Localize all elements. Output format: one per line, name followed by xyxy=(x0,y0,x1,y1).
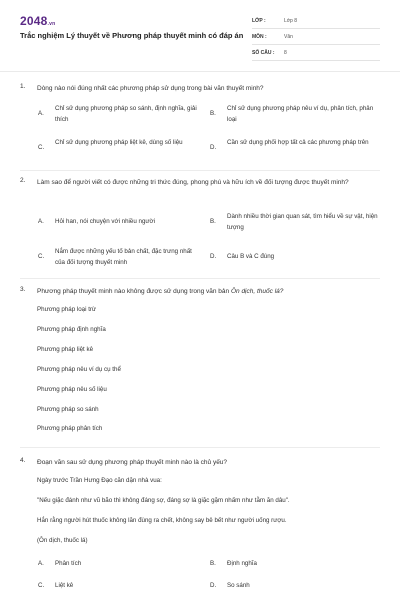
option-c[interactable] xyxy=(38,138,208,160)
meta-key: SỐ CÂU : xyxy=(252,50,275,56)
option-letter: A. xyxy=(38,218,44,225)
page-header xyxy=(0,0,400,70)
meta-row-subject xyxy=(252,31,380,45)
option-letter: B. xyxy=(210,110,216,117)
meta-value: 8 xyxy=(284,50,287,56)
question-4 xyxy=(20,457,382,477)
option-letter: C. xyxy=(38,253,45,260)
page-title: Trắc nghiệm Lý thuyết về Phương pháp thuyết minh có đáp án xyxy=(20,31,244,40)
list-item: Phương pháp so sánh xyxy=(37,406,99,413)
option-d[interactable] xyxy=(210,252,382,264)
logo-main: 2048 xyxy=(20,14,48,28)
option-text: Phân tích xyxy=(55,560,82,567)
passage-line: Hắn rằng người hút thuốc không lăn đùng ra chết, không say bê bết như người uống rượu. xyxy=(37,517,287,524)
option-c[interactable] xyxy=(38,581,198,593)
meta-row-class xyxy=(252,15,380,29)
option-letter: B. xyxy=(210,560,216,567)
question-number: 3. xyxy=(20,286,26,293)
question-text-main: Phương pháp thuyết minh nào không được sử dụng trong văn bản xyxy=(37,288,231,295)
list-item: Phương pháp phân tích xyxy=(37,425,103,432)
header-divider xyxy=(0,71,400,72)
option-c[interactable] xyxy=(38,247,208,269)
meta-table xyxy=(252,15,380,63)
option-b[interactable] xyxy=(210,212,382,234)
option-a[interactable] xyxy=(38,559,198,571)
option-text: Định nghĩa xyxy=(227,560,257,567)
passage-line: Ngày trước Trần Hưng Đạo căn dặn nhà vua: xyxy=(37,477,162,484)
option-b[interactable] xyxy=(210,559,370,571)
question-text: Dòng nào nói đúng nhất các phương pháp sử dụng trong bài văn thuyết minh? xyxy=(37,85,264,92)
option-a[interactable] xyxy=(38,104,208,126)
option-letter: D. xyxy=(210,582,217,589)
list-item: Phương pháp nêu ví dụ cụ thể xyxy=(37,366,121,373)
option-b[interactable] xyxy=(210,104,382,126)
question-number: 2. xyxy=(20,177,26,184)
option-text: Câu B và C đúng xyxy=(227,253,275,260)
list-item: Phương pháp định nghĩa xyxy=(37,326,106,333)
option-text: Cần sử dụng phối hợp tất cả các phương pháp trên xyxy=(227,139,369,146)
question-text-work-title: Ôn dịch, thuốc lá? xyxy=(230,288,284,295)
question-2 xyxy=(20,177,382,277)
question-text: Đoạn văn sau sử dụng phương pháp thuyết minh nào là chủ yếu? xyxy=(37,459,228,466)
option-d[interactable] xyxy=(210,138,382,160)
option-letter: D. xyxy=(210,144,217,151)
option-a[interactable] xyxy=(38,217,208,229)
option-text: So sánh xyxy=(227,582,250,589)
option-d[interactable] xyxy=(210,581,370,593)
option-letter: A. xyxy=(38,560,44,567)
option-text: Chỉ sử dụng phương pháp nêu ví dụ, phân tích, phân loại xyxy=(227,105,374,123)
question-divider xyxy=(20,170,380,171)
list-item: Phương pháp loại trừ xyxy=(37,306,97,313)
meta-row-count xyxy=(252,47,380,61)
option-text: Chỉ sử dụng phương pháp so sánh, định nghĩa, giải thích xyxy=(55,105,197,123)
passage-source: (Ôn dịch, thuốc lá) xyxy=(37,537,88,544)
option-letter: C. xyxy=(38,582,45,589)
question-text xyxy=(37,286,382,297)
question-1 xyxy=(20,83,382,173)
option-text: Nắm được những yếu tố bản chất, đặc trưng nhất của đối tượng thuyết minh xyxy=(55,248,192,266)
option-text: Dành nhiều thời gian quan sát, tìm hiểu về sự vật, hiện tượng xyxy=(227,213,378,231)
site-logo[interactable] xyxy=(20,14,55,28)
meta-key: LỚP : xyxy=(252,18,266,24)
question-number: 1. xyxy=(20,83,26,90)
meta-value: Lớp 8 xyxy=(284,18,298,24)
meta-key: MÔN : xyxy=(252,34,267,40)
option-letter: C. xyxy=(38,144,45,151)
option-letter: B. xyxy=(210,218,216,225)
logo-suffix: .vn xyxy=(47,21,56,27)
question-number: 4. xyxy=(20,457,26,464)
list-item: Phương pháp liệt kê xyxy=(37,346,94,353)
question-text: Làm sao để người viết có được những tri thức đúng, phong phú và hữu ích về đối tượng được thuyết minh? xyxy=(37,179,349,186)
option-text: Hỏi han, nói chuyện với nhiều người xyxy=(55,218,155,225)
option-text: Chỉ sử dụng phương pháp liệt kê, dùng số liệu xyxy=(55,139,183,146)
option-letter: A. xyxy=(38,110,44,117)
question-divider xyxy=(20,447,380,448)
question-divider xyxy=(20,278,380,279)
option-text: Liệt kê xyxy=(55,582,74,589)
list-item: Phương pháp nêu số liệu xyxy=(37,386,107,393)
meta-value: Văn xyxy=(284,34,293,40)
passage-line: "Nếu giặc đánh như vũ bão thì không đáng sợ, đáng sợ là giặc gặm nhấm như tằm ăn dâu". xyxy=(37,497,290,504)
option-letter: D. xyxy=(210,253,217,260)
